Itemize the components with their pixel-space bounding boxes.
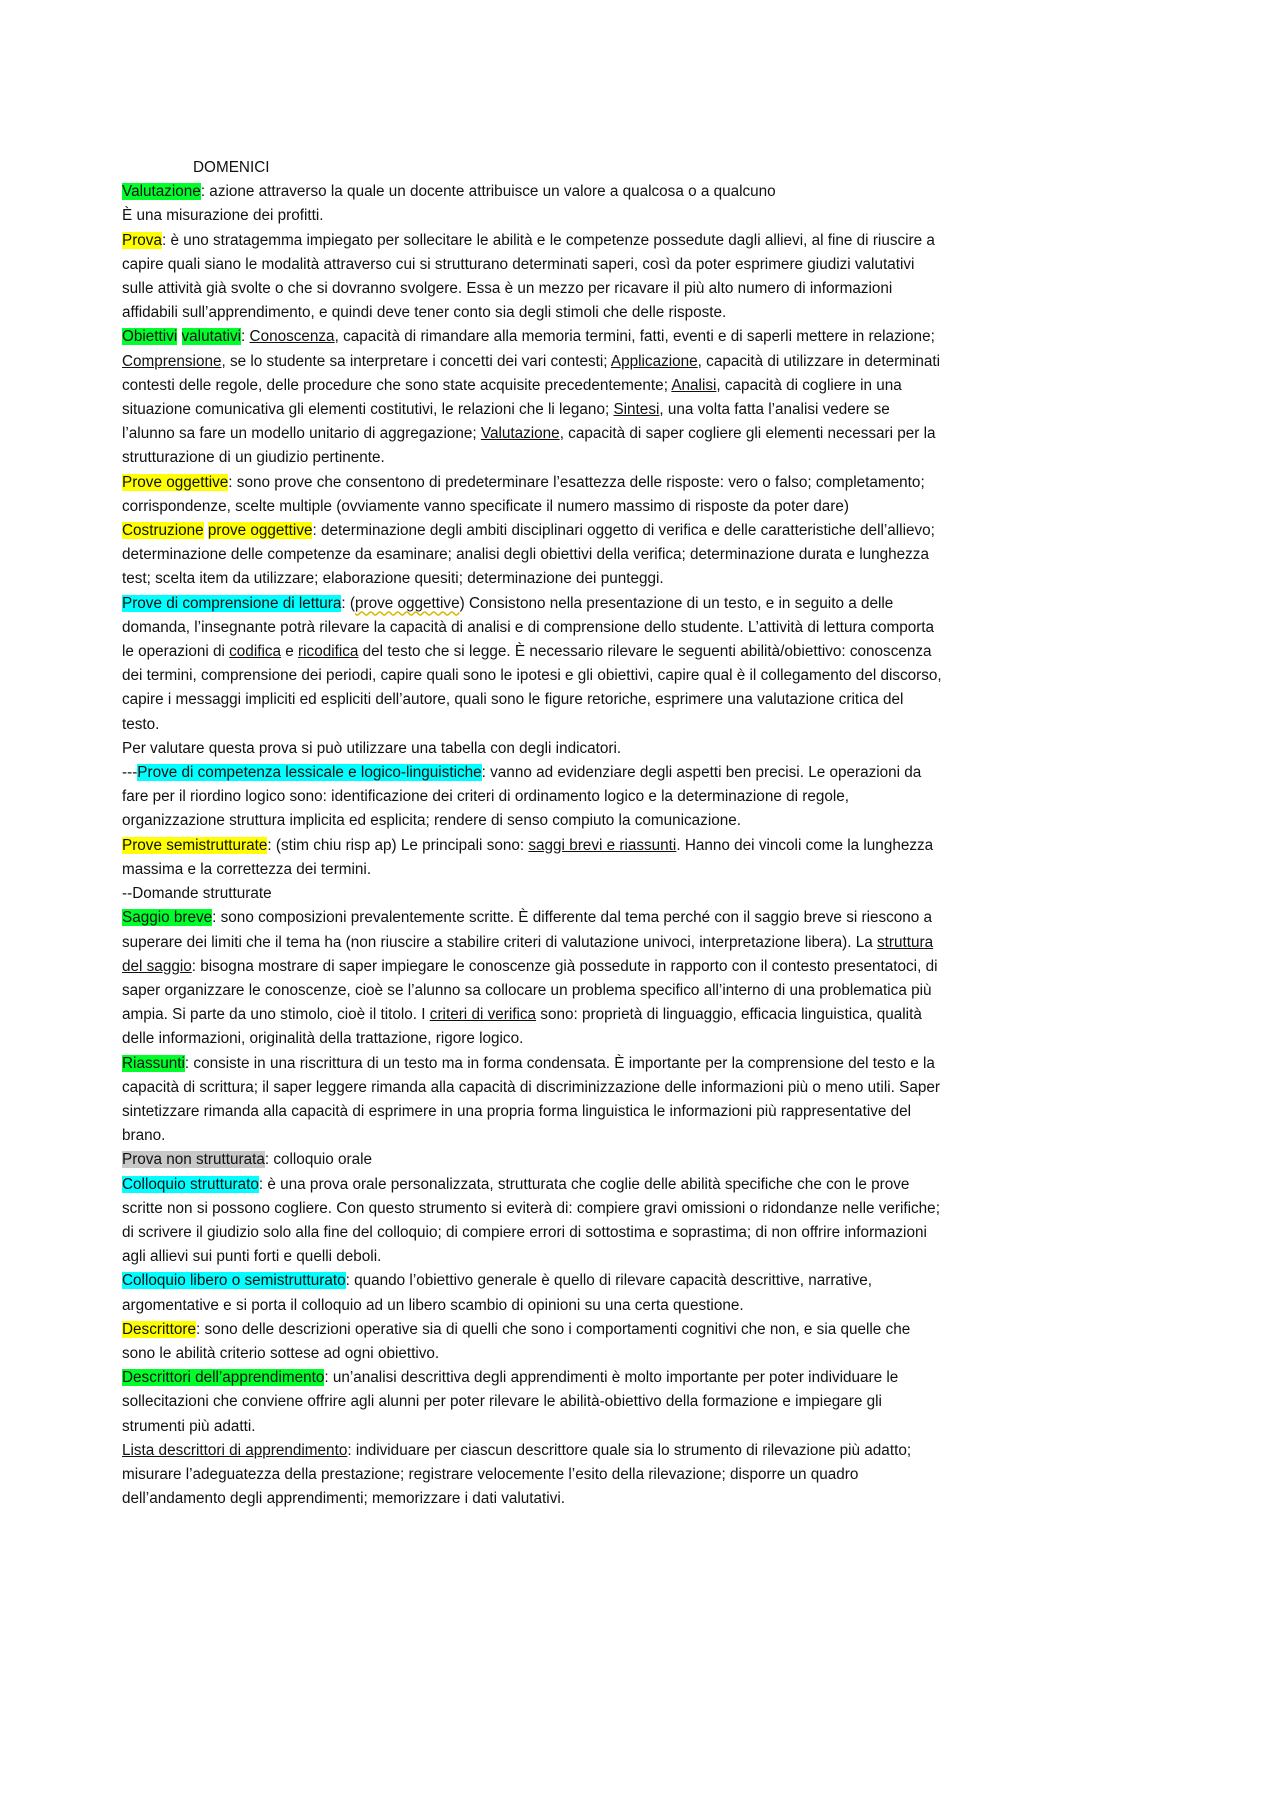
paragraph-prove-comprensione: Prove di comprensione di lettura: (prove oggettive) Consistono nella presentazione di un testo, e in seguito a delle domanda, l’insegnante potrà rilevare la capacità di analisi e di comprensione dello studente. L’attività di lettura comporta le operazioni di codifica e ricodifica del testo che si legge. È necessario rilevare le seguenti abilità/obiettivo: conoscenza dei termini, comprensione dei periodi, capire quali sono le ipotesi e gli obiettivi, capire qual è il collegamento del discorso, capire i messaggi impliciti ed espliciti dell’autore, quali sono le figure retoriche, esprimere una valutazione critica del testo. <box>122 594 942 733</box>
term-prove-comprensione-lettura: Prove di comprensione di lettura <box>122 594 342 612</box>
term-descrittore: Descrittore <box>122 1320 196 1338</box>
paragraph-tabella-indicatori: Per valutare questa prova si può utilizzare una tabella con degli indicatori. <box>122 739 622 757</box>
paragraph-prova: Prova: è uno stratagemma impiegato per sollecitare le abilità e le competenze possedute dagli allievi, al fine di riuscire a capire quali siano le modalità attraverso cui si strutturano determinati saperi, così da poter esprimere giudizi valutativi sulle attività già svolte o che si dovranno svolgere. Essa è un mezzo per ricavare il più alto numero di informazioni affidabili sull’apprendimento, e quindi deve tener conto sia degli stimoli che delle risposte. <box>122 231 935 322</box>
underlined-ricodifica: ricodifica <box>298 643 359 661</box>
document-page <box>122 156 942 1511</box>
paragraph-descrittori-apprendimento: Descrittori dell’apprendimento: un’analisi descrittiva degli apprendimenti è molto importante per poter individuare le sollecitazioni che conviene offrire agli alunni per poter rilevare le abilità-obiettivo della formazione e impiegare gli strumenti più adatti. <box>122 1369 899 1435</box>
term-prova-non-strutturata: Prova non strutturata <box>122 1151 265 1169</box>
paragraph-misurazione: È una misurazione dei profitti. <box>122 207 324 225</box>
term-colloquio-libero: Colloquio libero o semistrutturato <box>122 1272 346 1290</box>
term-prove-semistrutturate: Prove semistrutturate <box>122 836 268 854</box>
underlined-analisi: Analisi <box>671 376 717 394</box>
spellcheck-prove-oggettive: prove oggettive <box>354 594 460 612</box>
paragraph-obiettivi-valutativi: Obiettivi valutativi: Conoscenza, capacità di rimandare alla memoria termini, fatti, eventi e di saperli mettere in relazione; Comprensione, se lo studente sa interpretare i concetti dei vari contesti; Applicazione, capacità di utilizzare in determinati contesti delle regole, delle procedure che sono state acquisite precedentemente; Analisi, capacità di cogliere in una situazione comunicativa gli elementi costitutivi, le relazioni che li legano; Sintesi, una volta fatta l’analisi vedere se l’alunno sa fare un modello unitario di aggregazione; Valutazione, capacità di saper cogliere gli elementi necessari per la strutturazione di un giudizio pertinente. <box>122 328 940 467</box>
paragraph-lista-descrittori: Lista descrittori di apprendimento: individuare per ciascun descrittore quale sia lo strumento di rilevazione più adatto; misurare l’adeguatezza della prestazione; registrare velocemente l’esito della rilevazione; disporre un quadro dell’andamento degli apprendimenti; memorizzare i dati valutativi. <box>122 1441 912 1508</box>
paragraph-riassunti: Riassunti: consiste in una riscrittura di un testo ma in forma condensata. È importante per la comprensione del testo e la capacità di scrittura; il saper leggere rimanda alla capacità di discriminizzazione delle informazioni più o meno utili. Saper sintetizzare rimanda alla capacità di esprimere in una propria forma linguistica le informazioni più rappresentative del brano. <box>122 1054 940 1145</box>
underlined-sintesi: Sintesi <box>613 401 660 419</box>
term-prova: Prova <box>122 231 162 249</box>
paragraph-saggio-breve: Saggio breve: sono composizioni prevalentemente scritte. È differente dal tema perché con il saggio breve si riescono a superare dei limiti che il tema ha (non riuscire a stabilire criteri di valutazione univoci, interpretazione libera). La struttura del saggio: bisogna mostrare di saper impiegare le conoscenze già possedute in rapporto con il contesto presentatoci, di saper organizzare le conoscenze, cioè se l’alunno sa collocare un problema specifico all’interno di una problematica più ampia. Si parte da uno stimolo, cioè il titolo. I criteri di verifica sono: proprietà di linguaggio, efficacia linguistica, qualità delle informazioni, originalità della trattazione, rigore logico. <box>122 909 938 1048</box>
term-riassunti: Riassunti <box>122 1054 185 1072</box>
term-saggio-breve: Saggio breve <box>122 909 213 927</box>
term-prove-oggettive-2: prove oggettive <box>207 522 313 540</box>
term-descrittori-apprendimento: Descrittori dell’apprendimento <box>122 1369 325 1387</box>
term-colloquio-strutturato: Colloquio strutturato <box>122 1175 259 1193</box>
term-costruzione: Costruzione <box>122 522 204 540</box>
underlined-comprensione: Comprensione <box>122 352 222 370</box>
paragraph-colloquio-libero: Colloquio libero o semistrutturato: quando l’obiettivo generale è quello di rilevare capacità descrittive, narrative, argomentative e si porta il colloquio ad un libero scambio di opinioni su una certa questione. <box>122 1272 872 1314</box>
term-valutazione: Valutazione <box>122 183 201 201</box>
term-obiettivi: Obiettivi <box>122 328 178 346</box>
term-competenza-lessicale: Prove di competenza lessicale e logico-linguistiche <box>137 764 482 782</box>
document-title: DOMENICI <box>193 159 270 176</box>
term-prove-oggettive: Prove oggettive <box>122 473 229 491</box>
paragraph-valutazione: Valutazione: azione attraverso la quale un docente attribuisce un valore a qualcosa o a qualcuno <box>122 183 776 201</box>
underlined-applicazione: Applicazione <box>610 352 698 370</box>
paragraph-colloquio-strutturato: Colloquio strutturato: è una prova orale personalizzata, strutturata che coglie delle abilità specifiche che con le prove scritte non si possono cogliere. Con questo strumento si eviterà di: compiere gravi omissioni o ridondanze nelle verifiche; di scrivere il giudizio solo alla fine del colloquio; di compiere errori di sottostima e soprastima; di non offrire informazioni agli allievi sui punti forti e quelli deboli. <box>122 1175 940 1266</box>
paragraph-domande-strutturate: --Domande strutturate <box>122 885 272 903</box>
underlined-lista-descrittori: Lista descrittori di apprendimento <box>122 1441 348 1459</box>
paragraph-descrittore: Descrittore: sono delle descrizioni operative sia di quelli che sono i comportamenti cognitivi che non, e sia quelle che sono le abilità criterio sottese ad ogni obiettivo. <box>122 1320 911 1362</box>
underlined-valutazione: Valutazione <box>480 425 560 443</box>
paragraph-competenza-lessicale: ---Prove di competenza lessicale e logico-linguistiche: vanno ad evidenziare degli aspetti ben precisi. Le operazioni da fare per il riordino logico sono: identificazione dei criteri di ordinamento logico e la determinazione di regole, organizzazione struttura implicita ed esplicita; rendere di senso compiuto la comunicazione. <box>122 764 922 830</box>
paragraph-prove-oggettive: Prove oggettive: sono prove che consentono di predeterminare l’esattezza delle risposte: vero o falso; completamento; corrispondenze, scelte multiple (ovviamente vanno specificate il numero massimo di risposte da poter dare) <box>122 473 925 515</box>
underlined-criteri-verifica: criteri di verifica <box>429 1006 537 1024</box>
underlined-conoscenza: Conoscenza <box>249 328 335 346</box>
paragraph-costruzione-prove: Costruzione prove oggettive: determinazione degli ambiti disciplinari oggetto di verifica e delle caratteristiche dell’allievo; determinazione delle competenze da esaminare; analisi degli obiettivi della verifica; determinazione durata e lunghezza test; scelta item da utilizzare; elaborazione quesiti; determinazione dei punteggi. <box>122 522 935 588</box>
paragraph-prova-non-strutturata: Prova non strutturata: colloquio orale <box>122 1151 373 1169</box>
paragraph-prove-semistrutturate: Prove semistrutturate: (stim chiu risp ap) Le principali sono: saggi brevi e riassunti. Hanno dei vincoli come la lunghezza massima e la correttezza dei termini. <box>122 836 934 878</box>
underlined-codifica: codifica <box>229 643 282 661</box>
term-valutativi: valutativi <box>181 328 242 346</box>
underlined-saggi-riassunti: saggi brevi e riassunti <box>528 836 677 854</box>
underlined-struttura-saggio: struttura del saggio <box>122 933 934 975</box>
